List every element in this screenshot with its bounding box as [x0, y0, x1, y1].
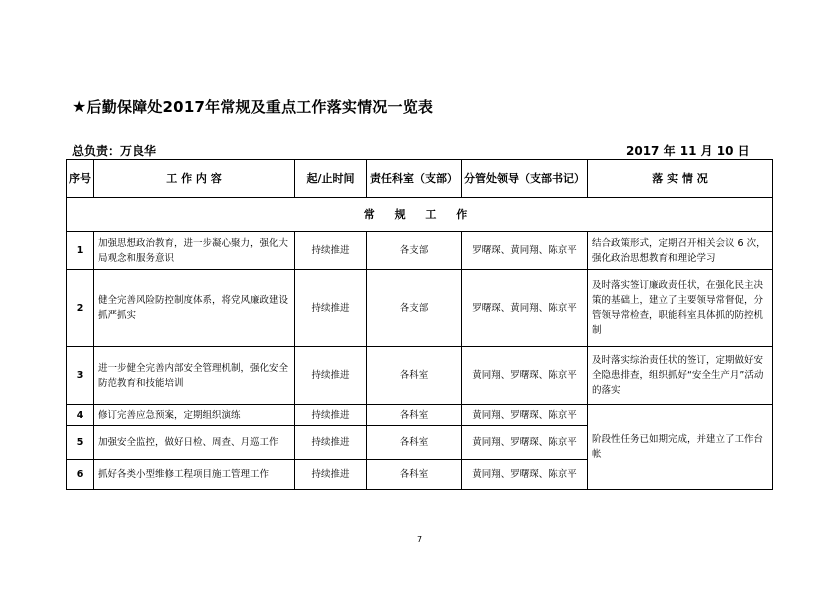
row-leader: 罗曙琛、黄同翔、陈京平: [462, 270, 588, 347]
row-content: 抓好各类小型维修工程项目施工管理工作: [94, 460, 295, 490]
report-date: 2017 年 11 月 10 日: [626, 144, 750, 158]
row-period: 持续推进: [295, 270, 367, 347]
page-number: 7: [416, 535, 423, 544]
header-dept: 责任科室（支部）: [367, 160, 462, 198]
table-row: [67, 347, 773, 405]
merged-status: 阶段性任务已如期完成，并建立了工作台帐: [588, 405, 773, 490]
row-content: 加强安全监控，做好日检、周查、月巡工作: [94, 426, 295, 460]
table-row: [67, 405, 773, 426]
title-text: 后勤保障处2017年常规及重点工作落实情况一览表: [86, 98, 434, 116]
row-content: 进一步健全完善内部安全管理机制，强化安全防范教育和技能培训: [94, 347, 295, 405]
row-period: 持续推进: [295, 426, 367, 460]
row-period: 持续推进: [295, 232, 367, 270]
row-content: 加强思想政治教育，进一步凝心聚力，强化大局观念和服务意识: [94, 232, 295, 270]
section-row: [67, 198, 773, 232]
header-status: 落 实 情 况: [588, 160, 773, 198]
row-leader: 黄同翔、罗曙琛、陈京平: [462, 405, 588, 426]
star-icon: ★: [72, 97, 87, 116]
row-dept: 各科室: [367, 460, 462, 490]
row-content: 健全完善风险防控制度体系，将党风廉政建设抓严抓实: [94, 270, 295, 347]
row-dept: 各科室: [367, 405, 462, 426]
row-no: 5: [67, 426, 94, 460]
row-period: 持续推进: [295, 347, 367, 405]
row-no: 2: [67, 270, 94, 347]
header-no: 序号: [67, 160, 94, 198]
section-label: 常 规 工 作: [67, 198, 773, 232]
row-no: 3: [67, 347, 94, 405]
row-content: 修订完善应急预案，定期组织演练: [94, 405, 295, 426]
header-row: [67, 160, 773, 198]
row-leader: 罗曙琛、黄同翔、陈京平: [462, 232, 588, 270]
row-period: 持续推进: [295, 460, 367, 490]
row-leader: 黄同翔、罗曙琛、陈京平: [462, 347, 588, 405]
row-no: 6: [67, 460, 94, 490]
row-status: 结合政策形式，定期召开相关会议 6 次，强化政治思想教育和理论学习: [588, 232, 773, 270]
row-status: 及时落实签订廉政责任状，在强化民主决策的基础上，建立了主要领导常督促，分管领导常检查，职能科室具体抓的防控机制: [588, 270, 773, 347]
row-dept: 各支部: [367, 232, 462, 270]
row-status: 及时落实综治责任状的签订，定期做好安全隐患排查，组织抓好“安全生产月”活动的落实: [588, 347, 773, 405]
work-table: [66, 159, 773, 490]
lead-responsible: 总负责：万良华: [72, 144, 157, 158]
header-content: 工 作 内 容: [94, 160, 295, 198]
row-dept: 各支部: [367, 270, 462, 347]
row-no: 4: [67, 405, 94, 426]
row-dept: 各科室: [367, 347, 462, 405]
header-period: 起/止时间: [295, 160, 367, 198]
row-dept: 各科室: [367, 426, 462, 460]
row-period: 持续推进: [295, 405, 367, 426]
document-title: [72, 96, 433, 117]
table-row: [67, 232, 773, 270]
row-leader: 黄同翔、罗曙琛、陈京平: [462, 426, 588, 460]
row-leader: 黄同翔、罗曙琛、陈京平: [462, 460, 588, 490]
table-row: [67, 270, 773, 347]
row-no: 1: [67, 232, 94, 270]
header-leader: 分管处领导（支部书记）: [462, 160, 588, 198]
